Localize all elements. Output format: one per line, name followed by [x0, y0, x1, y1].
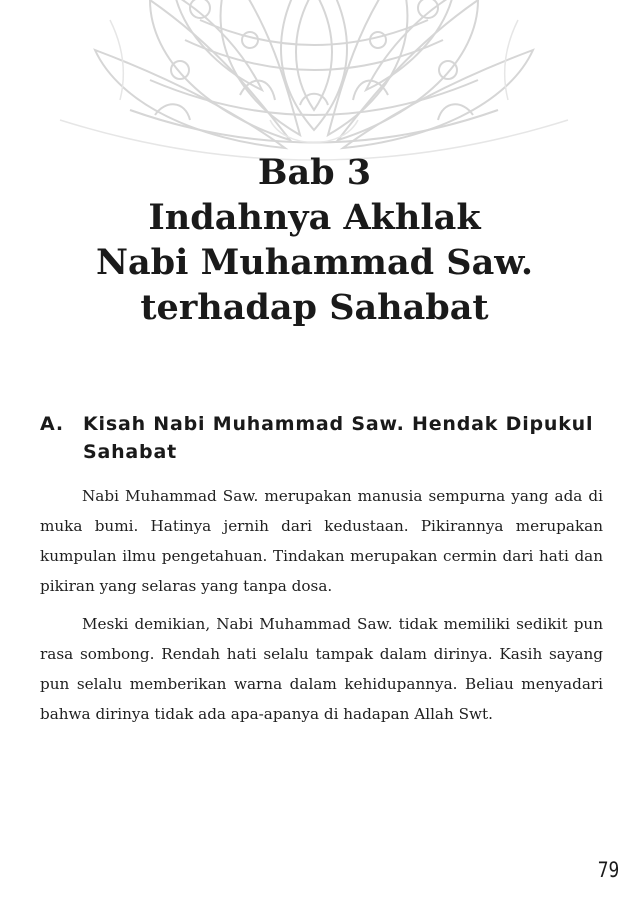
chapter-label: Bab 3	[257, 152, 372, 193]
section-heading	[40, 410, 610, 466]
body-text	[40, 481, 603, 737]
paragraph-2: Meski demikian, Nabi Muhammad Saw. tidak memiliki sedikit pun rasa sombong. Rendah hati selalu tampak dalam dirinya. Kasih sayang pun selalu memberikan warna dalam kehidupannya. Beliau menyadari bahwa dirinya tidak ada apa-apanya di hadapan Allah Swt.	[40, 615, 603, 723]
chapter-title-line-2: Nabi Muhammad Saw.	[95, 242, 534, 283]
chapter-title-line-3: terhadap Sahabat	[140, 287, 489, 328]
paragraph-1: Nabi Muhammad Saw. merupakan manusia sempurna yang ada di muka bumi. Hatinya jernih dari kedustaan. Pikirannya merupakan kumpulan ilmu pengetahuan. Tindakan merupakan cermin dari hati dan pikiran yang selaras yang tanpa dosa.	[40, 487, 603, 595]
mandala-loops	[155, 0, 473, 120]
chapter-title-line-1: Indahnya Akhlak	[148, 197, 481, 238]
section-title: Kisah Nabi Muhammad Saw. Hendak Dipukul Sahabat	[83, 413, 594, 463]
section-letter: A.	[40, 413, 64, 435]
page-number: 79	[597, 858, 619, 882]
mandala-outer-petals	[95, 0, 533, 148]
chapter-title	[0, 150, 629, 330]
